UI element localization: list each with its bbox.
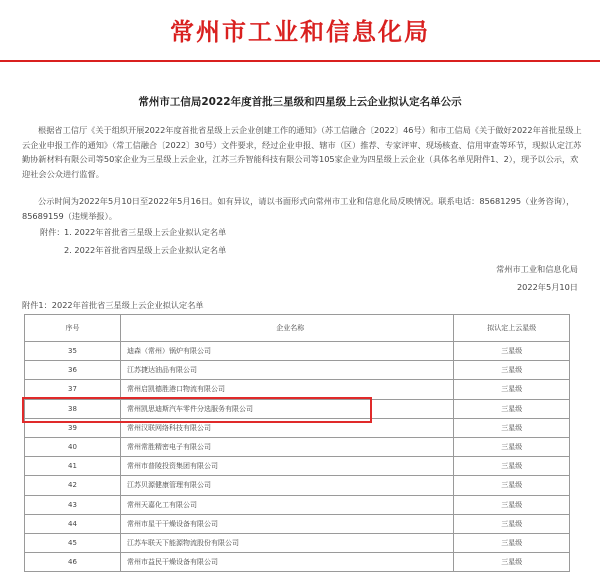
row-company-name: 常州市星干干燥设备有限公司 — [120, 514, 454, 533]
table-row — [25, 476, 570, 495]
row-star-level: 三星级 — [454, 553, 570, 572]
header-banner — [0, 0, 600, 62]
row-star-level: 三星级 — [454, 476, 570, 495]
row-number: 40 — [25, 437, 121, 456]
row-star-level: 三星级 — [454, 418, 570, 437]
row-star-level: 三星级 — [454, 399, 570, 418]
column-header-level: 拟认定上云星级 — [454, 315, 570, 342]
row-company-name: 江苏捷达油品有限公司 — [120, 361, 454, 380]
row-star-level: 三星级 — [454, 514, 570, 533]
row-star-level: 三星级 — [454, 457, 570, 476]
table-row — [25, 342, 570, 361]
header-divider — [0, 60, 600, 62]
attachments-label: 附件： — [40, 227, 65, 237]
row-star-level: 三星级 — [454, 437, 570, 456]
attachment-link-2[interactable]: 2. 2022年首批省四星级上云企业拟认定名单 — [64, 245, 227, 255]
row-company-name: 常州凯思迪斯汽车零件分选服务有限公司 — [120, 399, 454, 418]
highlight-box — [22, 397, 372, 423]
announcement-paragraph: 根据省工信厅《关于组织开展2022年度首批省星级上云企业创建工作的通知》（苏工信融合〔2022〕46号）和市工信局《关于做好2022年首批星级上云企业申报工作的通知》（常工信融合〔2022〕30号）文件要求，经过企业申报、辖市（区）推荐、专家评审、现场核查、信用审查等环节，现拟认定江苏勤协新材料有限公司等50家企业为三星级上云企业，江苏三乔智能科技有限公司等105家企业为四星级上云企业（具体名单见附件1、2），现予以公示，欢迎社会公众进行监督。 — [22, 125, 582, 179]
column-header-number: 序号 — [25, 315, 121, 342]
row-company-name: 常州启凯德胜港口物流有限公司 — [120, 380, 454, 399]
table-row — [25, 437, 570, 456]
table-header-row — [25, 315, 570, 342]
row-company-name: 常州市益民干燥设备有限公司 — [120, 553, 454, 572]
table-row — [25, 533, 570, 552]
row-company-name: 常州市普陵投资集团有限公司 — [120, 457, 454, 476]
row-number: 39 — [25, 418, 121, 437]
row-number: 42 — [25, 476, 121, 495]
row-company-name: 迪森（常州）锅炉有限公司 — [120, 342, 454, 361]
enterprise-list-table — [24, 314, 570, 572]
attachment-link-1[interactable]: 1. 2022年首批省三星级上云企业拟认定名单 — [64, 227, 227, 237]
row-company-name: 常州汉联网络科技有限公司 — [120, 418, 454, 437]
row-star-level: 三星级 — [454, 342, 570, 361]
row-company-name: 江苏贝源健康管理有限公司 — [120, 476, 454, 495]
document-title: 常州市工信局2022年度首批三星级和四星级上云企业拟认定名单公示 — [138, 96, 462, 108]
table-title: 附件1：2022年首批省三星级上云企业拟认定名单 — [22, 300, 204, 310]
row-number: 44 — [25, 514, 121, 533]
row-number: 36 — [25, 361, 121, 380]
row-number: 38 — [25, 399, 121, 418]
row-star-level: 三星级 — [454, 495, 570, 514]
table-row — [25, 514, 570, 533]
row-star-level: 三星级 — [454, 361, 570, 380]
table-row — [25, 495, 570, 514]
table-row — [25, 361, 570, 380]
row-company-name: 江苏车联天下能源物流股份有限公司 — [120, 533, 454, 552]
row-company-name: 常州常胜精密电子有限公司 — [120, 437, 454, 456]
row-number: 41 — [25, 457, 121, 476]
row-number: 46 — [25, 553, 121, 572]
row-number: 43 — [25, 495, 121, 514]
row-number: 37 — [25, 380, 121, 399]
announcement-period-paragraph: 公示时间为2022年5月10日至2022年5月16日。如有异议，请以书面形式向常州市工业和信息化局反映情况。联系电话：85681295（业务咨询），85689159（违规举报）。 — [22, 196, 575, 221]
table-row — [25, 553, 570, 572]
site-title: 常州市工业和信息化局 — [170, 17, 430, 46]
row-number: 45 — [25, 533, 121, 552]
column-header-name: 企业名称 — [120, 315, 454, 342]
signature-date: 2022年5月10日 — [516, 282, 578, 292]
row-star-level: 三星级 — [454, 533, 570, 552]
row-company-name: 常州天嘉化工有限公司 — [120, 495, 454, 514]
row-number: 35 — [25, 342, 121, 361]
signature-organization: 常州市工业和信息化局 — [496, 264, 578, 274]
table-row — [25, 457, 570, 476]
row-star-level: 三星级 — [454, 380, 570, 399]
